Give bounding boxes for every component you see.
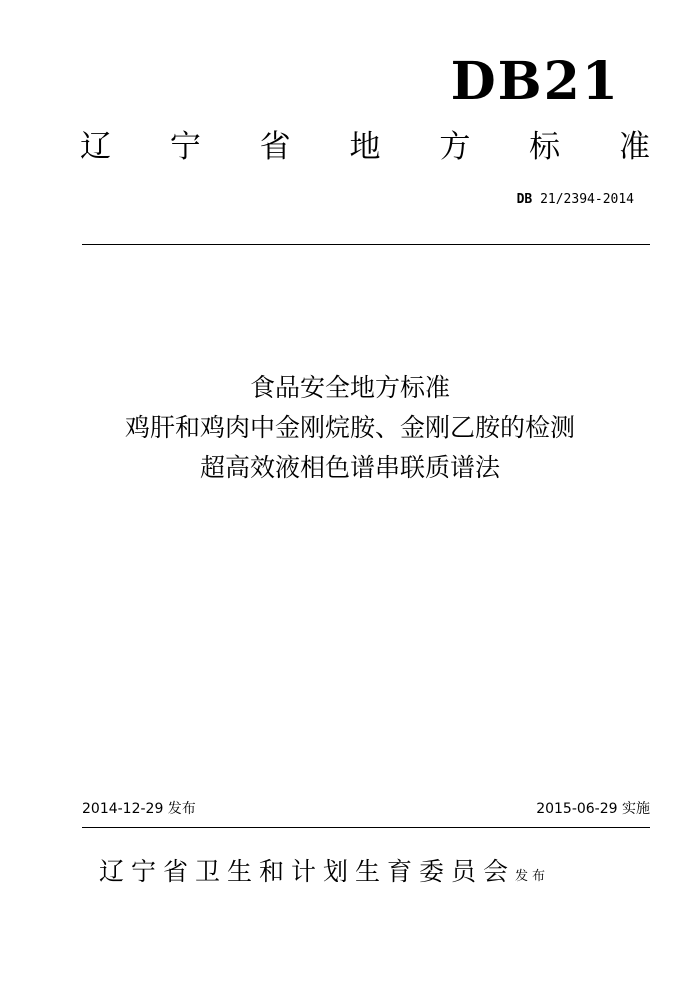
title-line-2: 鸡肝和鸡肉中金刚烷胺、金刚乙胺的检测 (124, 413, 575, 442)
issue-date: 2014-12-29 发布 (82, 801, 196, 817)
issuer-line (99, 854, 549, 895)
heading-char: 准 (618, 129, 650, 165)
heading-char: 省 (259, 129, 291, 165)
standard-number-value: 21/2394-2014 (540, 192, 634, 207)
title-line-1: 食品安全地方标准 (249, 373, 450, 402)
province-standard-heading (80, 127, 650, 167)
heading-char: 标 (529, 129, 561, 165)
title-line-3: 超高效液相色谱串联质谱法 (199, 453, 500, 482)
standard-code-mark: DB21 (450, 51, 620, 112)
heading-char: 地 (349, 129, 381, 165)
header-divider (82, 244, 650, 245)
issuer-name: 辽宁省卫生和计划生育委员会 (99, 857, 516, 886)
standard-number (517, 191, 634, 209)
implementation-date: 2015-06-29 实施 (536, 801, 650, 817)
document-title (0, 368, 700, 488)
standard-number-prefix: DB (516, 192, 533, 207)
issuer-suffix: 发布 (515, 869, 550, 884)
heading-char: 宁 (169, 129, 201, 165)
heading-char: 辽 (80, 129, 111, 165)
footer-divider (82, 827, 650, 828)
heading-char: 方 (439, 129, 471, 165)
